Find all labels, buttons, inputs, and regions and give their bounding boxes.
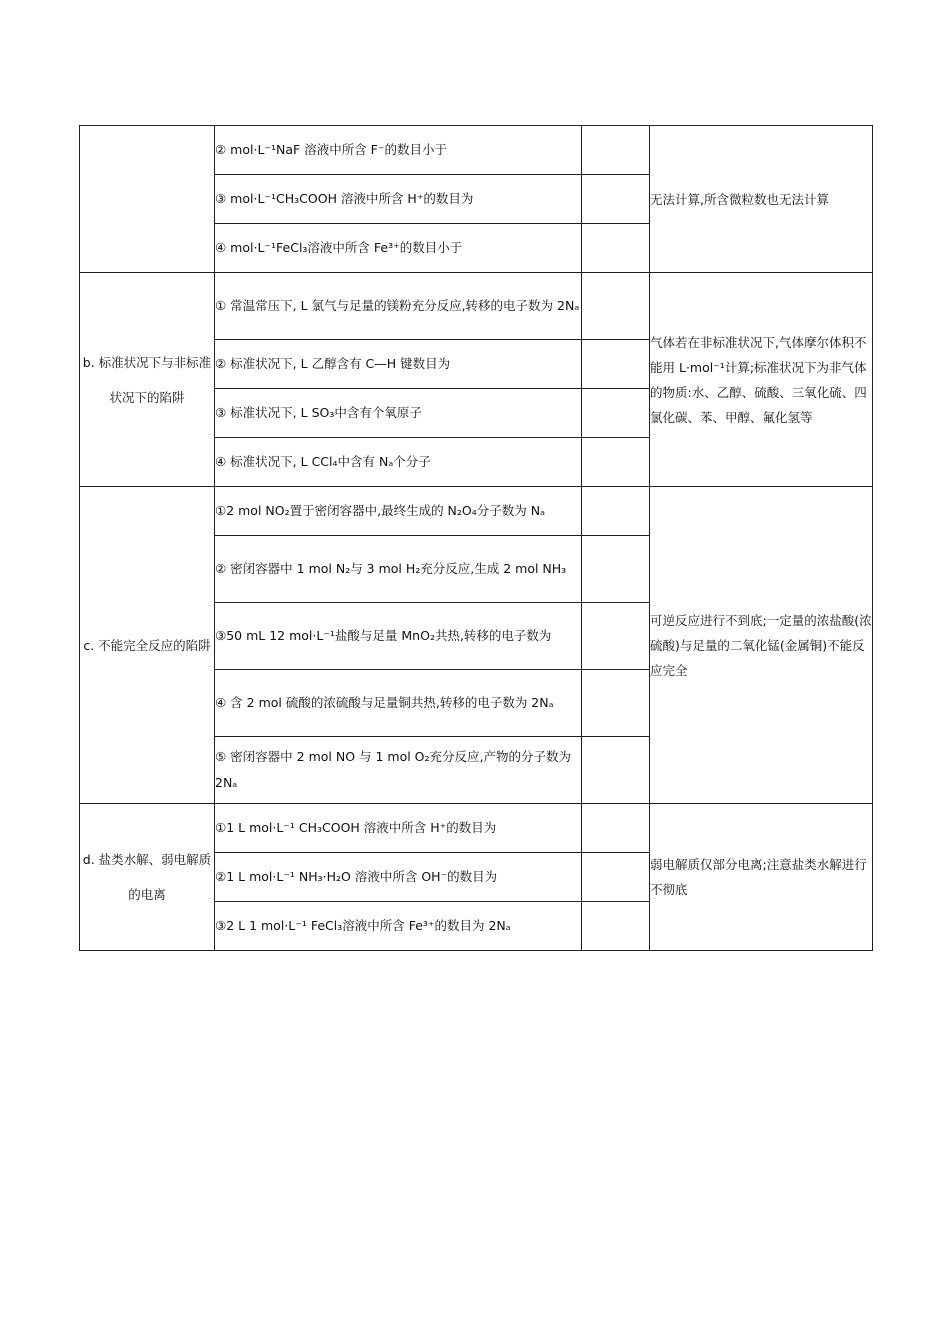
table-row [80,804,873,853]
trap-table [79,125,873,951]
note-cell: 气体若在非标准状况下,气体摩尔体积不能用 L·mol⁻¹计算;标准状况下为非气体的物质:水、乙醇、硫酸、三氧化硫、四氯化碳、苯、甲醇、氟化氢等 [650,273,873,487]
category-cell [80,126,215,273]
answer-cell [582,804,650,853]
note-cell: 无法计算,所含微粒数也无法计算 [650,126,873,273]
category-cell: d. 盐类水解、弱电解质的电离 [80,804,215,951]
item-cell: ①2 mol NO₂置于密闭容器中,最终生成的 N₂O₄分子数为 Nₐ [215,487,582,536]
answer-cell [582,670,650,737]
table-row [80,126,873,175]
item-cell: ② mol·L⁻¹NaF 溶液中所含 F⁻的数目小于 [215,126,582,175]
answer-cell [582,126,650,175]
item-cell: ① 常温常压下, L 氯气与足量的镁粉充分反应,转移的电子数为 2Nₐ [215,273,582,340]
note-cell: 弱电解质仅部分电离;注意盐类水解进行不彻底 [650,804,873,951]
item-cell: ② 密闭容器中 1 mol N₂与 3 mol H₂充分反应,生成 2 mol NH₃ [215,536,582,603]
table-row [80,487,873,536]
answer-cell [582,487,650,536]
item-cell: ③50 mL 12 mol·L⁻¹盐酸与足量 MnO₂共热,转移的电子数为 [215,603,582,670]
item-cell: ④ mol·L⁻¹FeCl₃溶液中所含 Fe³⁺的数目小于 [215,224,582,273]
item-cell: ② 标准状况下, L 乙醇含有 C—H 键数目为 [215,340,582,389]
item-cell: ④ 标准状况下, L CCl₄中含有 Nₐ个分子 [215,438,582,487]
answer-cell [582,438,650,487]
answer-cell [582,737,650,804]
item-cell: ①1 L mol·L⁻¹ CH₃COOH 溶液中所含 H⁺的数目为 [215,804,582,853]
answer-cell [582,853,650,902]
answer-cell [582,224,650,273]
category-cell: b. 标准状况下与非标准状况下的陷阱 [80,273,215,487]
category-cell: c. 不能完全反应的陷阱 [80,487,215,804]
answer-cell [582,340,650,389]
table-row [80,273,873,340]
answer-cell [582,902,650,951]
answer-cell [582,389,650,438]
item-cell: ②1 L mol·L⁻¹ NH₃·H₂O 溶液中所含 OH⁻的数目为 [215,853,582,902]
note-cell: 可逆反应进行不到底;一定量的浓盐酸(浓硫酸)与足量的二氧化锰(金属铜)不能反应完全 [650,487,873,804]
item-cell: ③2 L 1 mol·L⁻¹ FeCl₃溶液中所含 Fe³⁺的数目为 2Nₐ [215,902,582,951]
answer-cell [582,603,650,670]
answer-cell [582,536,650,603]
item-cell: ③ 标准状况下, L SO₃中含有个氧原子 [215,389,582,438]
answer-cell [582,175,650,224]
item-cell: ⑤ 密闭容器中 2 mol NO 与 1 mol O₂充分反应,产物的分子数为 2Nₐ [215,737,582,804]
item-cell: ④ 含 2 mol 硫酸的浓硫酸与足量铜共热,转移的电子数为 2Nₐ [215,670,582,737]
answer-cell [582,273,650,340]
item-cell: ③ mol·L⁻¹CH₃COOH 溶液中所含 H⁺的数目为 [215,175,582,224]
